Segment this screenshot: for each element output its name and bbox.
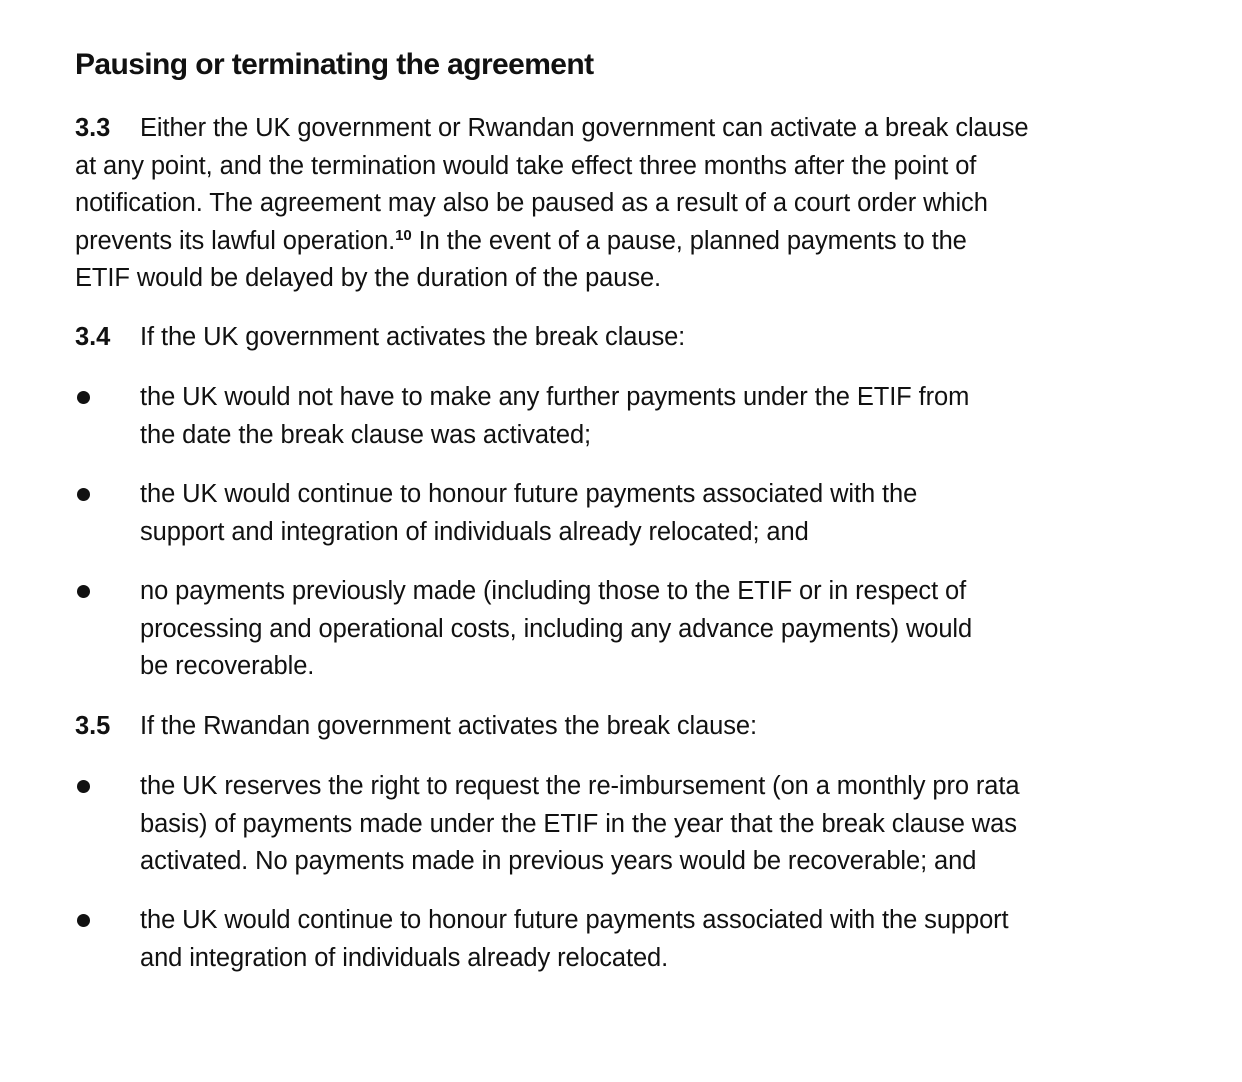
list-item-line: no payments previously made (including those to the ETIF or in respect of	[140, 577, 967, 605]
list-item	[75, 902, 1165, 977]
list-item-line: and integration of individuals already relocated.	[140, 943, 669, 972]
list-item-line: the UK reserves the right to request the re-imbursement (on a monthly pro rata	[140, 772, 1020, 800]
paragraph-3-3	[75, 110, 1165, 298]
list-item-line: the UK would not have to make any further payments under the ETIF from	[140, 383, 970, 411]
paragraph-text: In the event of a pause, planned payments to the	[411, 226, 967, 255]
paragraph-line: at any point, and the termination would take effect three months after the point of	[75, 151, 977, 180]
paragraph-line: ETIF would be delayed by the duration of the pause.	[75, 264, 662, 292]
bullet-icon	[77, 914, 90, 927]
paragraph-text: prevents its lawful operation.	[75, 226, 396, 255]
list-item-line: activated. No payments made in previous years would be recoverable; and	[140, 847, 977, 875]
paragraph-text: If the UK government activates the break clause:	[140, 323, 686, 351]
paragraph-text: Either the UK government or Rwandan government can activate a break clause	[140, 114, 1029, 142]
footnote-reference: 10	[395, 226, 412, 244]
list-item-line: basis) of payments made under the ETIF in the year that the break clause was	[140, 809, 1017, 838]
bullet-icon	[77, 391, 90, 404]
list-item	[75, 476, 1165, 551]
list-item-line: processing and operational costs, including any advance payments) would	[140, 614, 973, 643]
list-item-line: the UK would continue to honour future payments associated with the	[140, 480, 918, 508]
paragraph-line: notification. The agreement may also be paused as a result of a court order which	[75, 189, 988, 217]
list-item	[75, 573, 1165, 686]
paragraph-line	[75, 223, 1165, 261]
paragraph-line	[75, 110, 1165, 148]
paragraph-3-5	[75, 708, 1165, 746]
bullet-icon	[77, 780, 90, 793]
paragraph-text: If the Rwandan government activates the break clause:	[140, 712, 757, 740]
list-item-line: the date the break clause was activated;	[140, 420, 592, 449]
list-item-line: support and integration of individuals already relocated; and	[140, 517, 809, 546]
bullet-icon	[77, 585, 90, 598]
list-item-line: be recoverable.	[140, 652, 315, 680]
paragraph-line	[75, 319, 1165, 357]
paragraph-number: 3.3	[75, 114, 111, 142]
list-item	[75, 379, 1165, 454]
section-heading: Pausing or terminating the agreement	[75, 48, 594, 81]
paragraph-3-4	[75, 319, 1165, 357]
bullet-icon	[77, 488, 90, 501]
list-item-line: the UK would continue to honour future payments associated with the support	[140, 906, 1009, 934]
paragraph-line	[75, 708, 1165, 746]
paragraph-number: 3.5	[75, 712, 111, 740]
paragraph-number: 3.4	[75, 323, 111, 351]
list-item	[75, 768, 1165, 881]
